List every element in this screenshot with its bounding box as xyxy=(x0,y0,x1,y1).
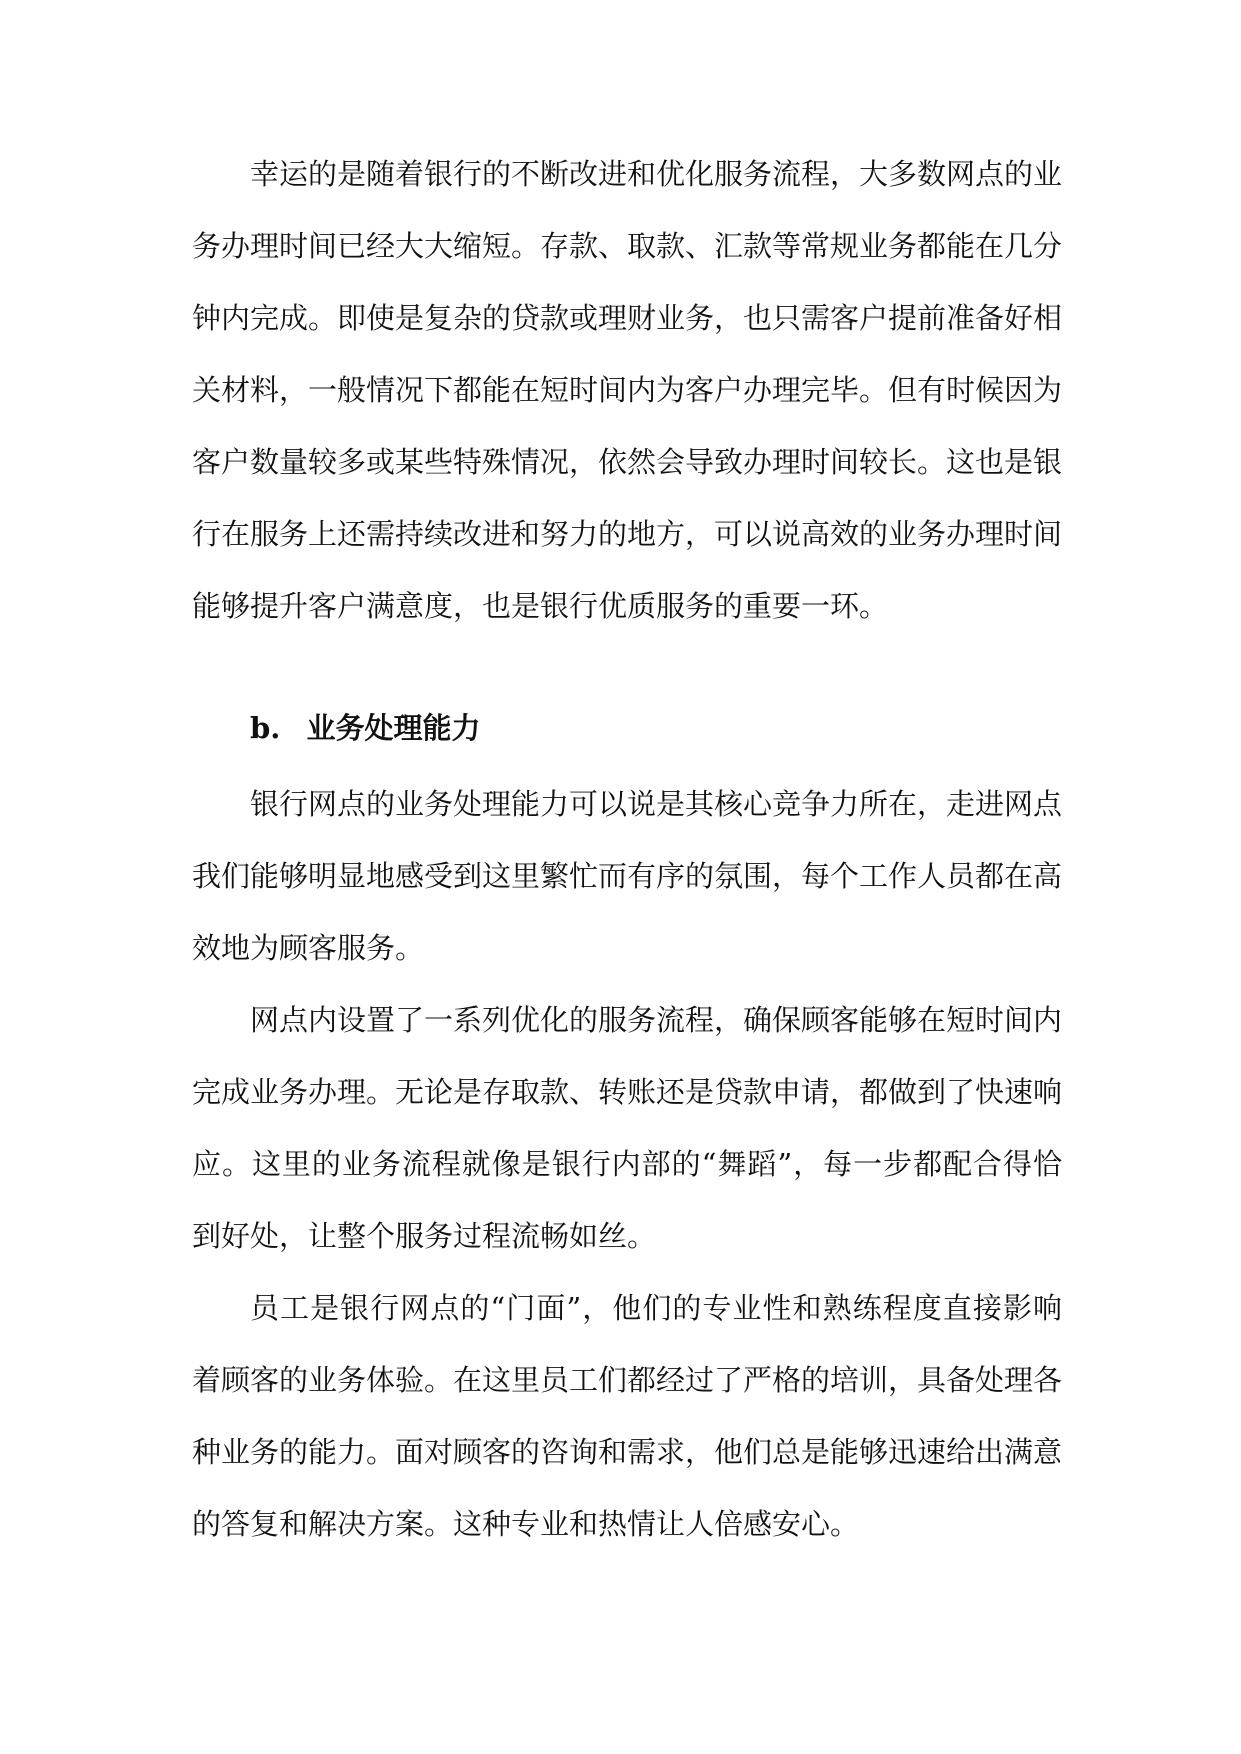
section-heading-b xyxy=(250,708,481,748)
intro-section xyxy=(192,138,1062,642)
paragraph-3: 网点内设置了一系列优化的服务流程，确保顾客能够在短时间内完成业务办理。无论是存取款、转账还是贷款申请，都做到了快速响应。这里的业务流程就像是银行内部的“舞蹈”，每一步都配合得恰到好处，让整个服务过程流畅如丝。 xyxy=(192,1003,1063,1253)
section-marker: b. xyxy=(250,711,281,745)
section-title: 业务处理能力 xyxy=(306,711,481,745)
paragraph-1: 幸运的是随着银行的不断改进和优化服务流程，大多数网点的业务办理时间已经大大缩短。存款、取款、汇款等常规业务都能在几分钟内完成。即使是复杂的贷款或理财业务，也只需客户提前准备好相关材料，一般情况下都能在短时间内为客户办理完毕。但有时候因为客户数量较多或某些特殊情况，依然会导致办理时间较长。这也是银行在服务上还需持续改进和努力的地方，可以说高效的业务办理时间能够提升客户满意度，也是银行优质服务的重要一环。 xyxy=(192,157,1063,623)
business-processing-section xyxy=(192,768,1062,1560)
paragraph-4: 员工是银行网点的“门面”，他们的专业性和熟练程度直接影响着顾客的业务体验。在这里员工们都经过了严格的培训，具备处理各种业务的能力。面对顾客的咨询和需求，他们总是能够迅速给出满意的答复和解决方案。这种专业和热情让人倍感安心。 xyxy=(192,1291,1063,1541)
paragraph-2: 银行网点的业务处理能力可以说是其核心竞争力所在，走进网点我们能够明显地感受到这里繁忙而有序的氛围，每个工作人员都在高效地为顾客服务。 xyxy=(192,787,1063,965)
